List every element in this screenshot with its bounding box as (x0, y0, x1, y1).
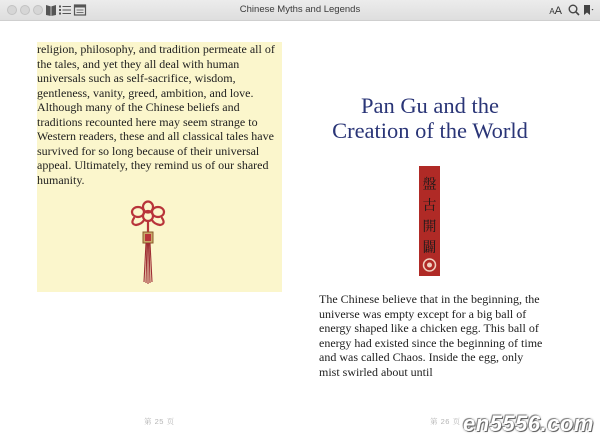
font-size-big-label: A (554, 5, 562, 17)
left-page-paragraph: religion, philosophy, and tradition permeate all of the tales, and yet they all deal with human universals such as self-sacrifice, wisdom, gentleness, vanity, greed, ambition, and love. Although many of the Chinese beliefs and traditions recounted here may seem strange to Western readers, these and all classical tales have survived for so long because of their universal appeal. Ultimately, they remind us of our shared humanity. (37, 42, 275, 187)
seal-character-4: 闢 (422, 240, 437, 256)
window-title: Chinese Myths and Legends (239, 4, 361, 15)
left-page-number: 第 25 页 (144, 417, 175, 426)
seal-character-3: 開 (422, 219, 437, 235)
bookmark-icon[interactable] (581, 3, 595, 17)
font-size-button[interactable] (549, 2, 562, 20)
right-page-number: 第 26 页 (430, 417, 461, 426)
watermark: en5556.com (463, 411, 594, 436)
seal-character-1: 盤 (422, 177, 437, 193)
title-bar (0, 0, 600, 21)
font-size-small-label: A (549, 7, 555, 16)
chinese-knot-icon (126, 198, 170, 284)
search-icon[interactable] (567, 3, 581, 17)
red-seal-banner-icon (419, 166, 440, 276)
chapter-title (300, 93, 560, 143)
seal-character-2: 古 (422, 198, 437, 214)
chapter-title-line2: Creation of the World (332, 118, 528, 143)
right-page-paragraph: The Chinese believe that in the beginning, the universe was empty except for a big ball of energy shaped like a chicken egg. This ball of energy had existed since the beginning of time and was called Chaos. Inside the egg, only mist swirled about until (319, 292, 543, 379)
chapter-title-line1: Pan Gu and the (360, 93, 500, 118)
